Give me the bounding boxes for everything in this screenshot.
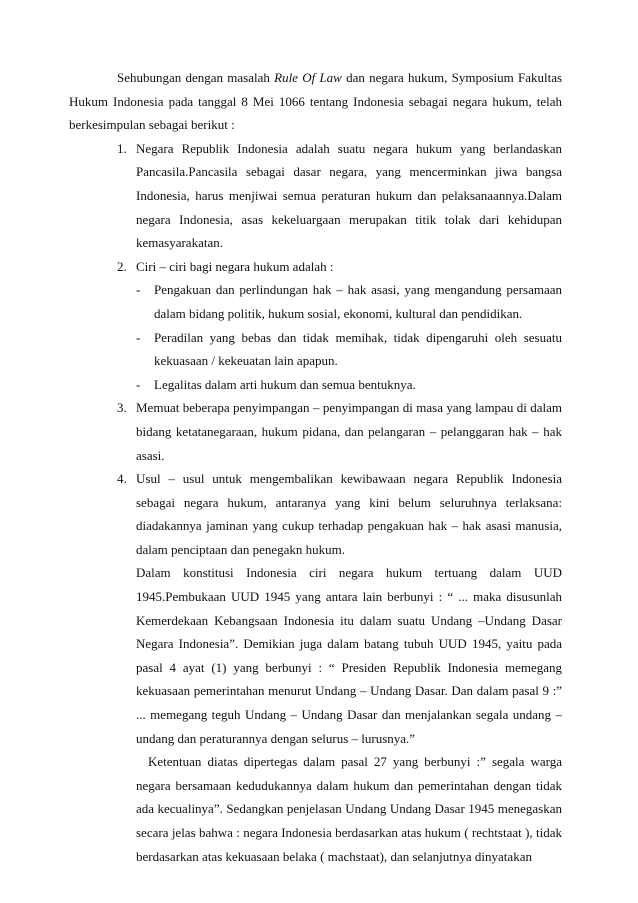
list-item-text: Negara Republik Indonesia adalah suatu negara hukum yang berlandaskan Pancasila.Pancasila sebagai dasar negara, yang mencerminkan jiwa bangsa Indonesia, harus menjiwai semua peraturan hukum dan pelaksanaannya.Dalam negara Indonesia, asas kekeluargaan merupakan titik tolak dari kehidupan kemasyarakatan. xyxy=(136,140,562,251)
list-item-text: Ciri – ciri bagi negara hukum adalah : xyxy=(136,258,334,274)
list-number: 2. xyxy=(117,258,127,274)
dash-marker: - xyxy=(136,329,141,345)
list-number: 4. xyxy=(117,471,127,487)
list-item-3 xyxy=(0,396,638,467)
intro-paragraph xyxy=(0,66,638,137)
list-item-1 xyxy=(0,137,638,255)
dash-marker: - xyxy=(136,282,141,298)
list-number: 3. xyxy=(117,400,127,416)
article-27-paragraph: Ketentuan diatas dipertegas dalam pasal 27 yang berbunyi :” segala warga negara bersamaan kedudukannya dalam hukum dan pemerintahan dengan tidak ada kecualinya”. Sedangkan penjelasan Undang Undang Dasar 1945 menegaskan secara jelas bahwa : negara Indonesia berdasarkan atas hukum ( rechtstaat ), tidak berdasarkan atas kekuasaan belaka ( machstaat), dan selanjutnya dinyatakan xyxy=(136,754,562,864)
constitution-paragraph: Dalam konstitusi Indonesia ciri negara hukum tertuang dalam UUD 1945.Pembukaan UUD 1945 yang antara lain berbunyi : “ ... maka disusunlah Kemerdekaan Kebangsaan Indonesia itu dalam suatu Undang –Undang Dasar Negara Indonesia”. Demikian juga dalam batang tubuh UUD 1945, yaitu pada pasal 4 ayat (1) yang berbunyi : “ Presiden Republik Indonesia memegang kekuasaan pemerintahan menurut Undang – Undang Dasar. Dan dalam pasal 9 :” ... memegang teguh Undang – Undang Dasar dan menjalankan segala undang – undang dan peraturannya dengan selurus – lurusnya.” xyxy=(136,565,562,746)
dash-item xyxy=(0,278,638,325)
dash-marker: - xyxy=(136,376,141,392)
dash-item xyxy=(0,326,638,373)
intro-rule-of-law: Rule Of Law xyxy=(274,70,342,85)
dash-item xyxy=(0,373,638,397)
dash-item-text: Legalitas dalam arti hukum dan semua bentuknya. xyxy=(154,376,416,392)
list-number: 1. xyxy=(117,140,127,156)
document-body xyxy=(0,66,638,868)
list-item-text: Usul – usul untuk mengembalikan kewibawaan negara Republik Indonesia sebagai negara hukum, antaranya yang kini belum seluruhnya terlaksana: diadakannya jaminan yang cukup terhadap pengakuan hak – hak asasi manusia, dalam penciptaan dan penegakn hukum. xyxy=(136,471,562,557)
dash-item-text: Pengakuan dan perlindungan hak – hak asasi, yang mengandung persamaan dalam bidang politik, hukum sosial, ekonomi, kultural dan pendidikan. xyxy=(154,282,562,321)
intro-suffix: dan negara hukum, Symposium Fakultas Hukum Indonesia pada tanggal 8 Mei 1066 tentang Indonesia sebagai negara hukum, telah berkesimpulan sebagai berikut : xyxy=(69,70,563,133)
list-item-2 xyxy=(0,255,638,279)
dash-item-text: Peradilan yang bebas dan tidak memihak, tidak dipengaruhi oleh sesuatu kekuasaan / kekeuatan lain apapun. xyxy=(154,329,562,369)
list-item-text: Memuat beberapa penyimpangan – penyimpangan di masa yang lampau di dalam bidang ketatanegaraan, hukum pidana, dan pelangaran – pelanggaran hak – hak asasi. xyxy=(136,400,562,463)
list-item-4 xyxy=(0,467,638,561)
intro-prefix: Sehubungan dengan masalah xyxy=(117,70,270,85)
